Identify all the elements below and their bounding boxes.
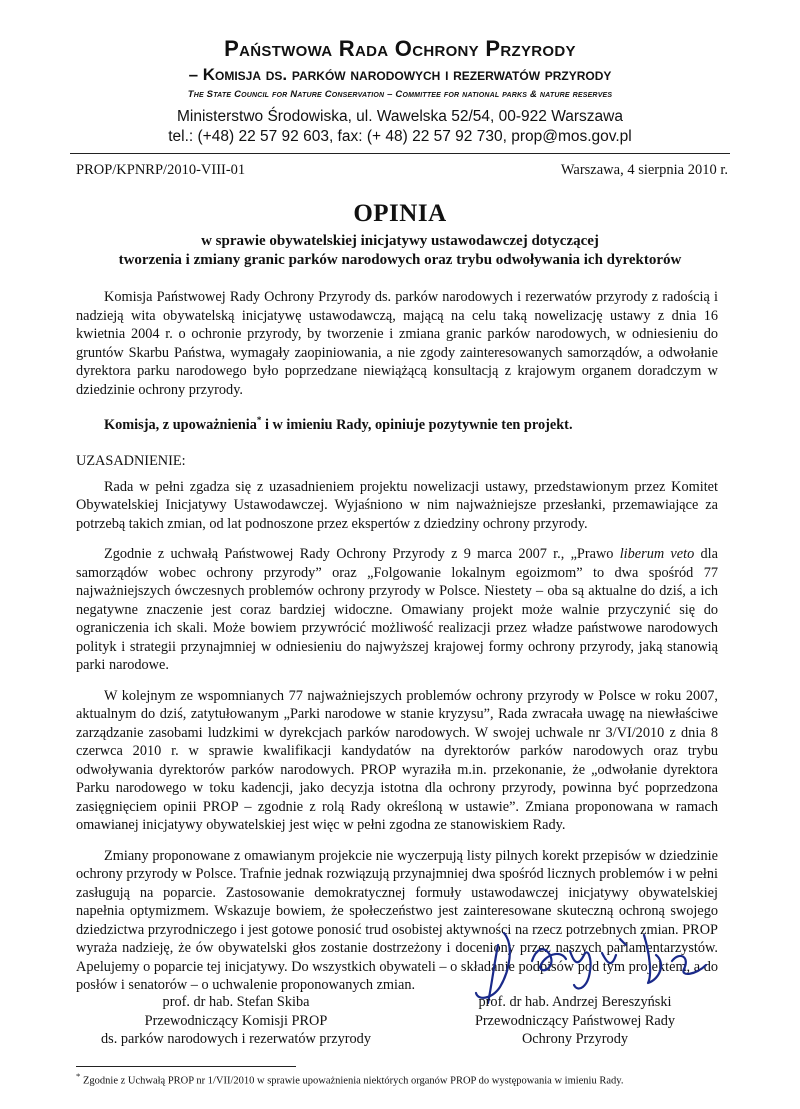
justification-paragraph-3: W kolejnym ze wspomnianych 77 najważniejszych problemów ochrony przyrody w Polsce w roku 2007, aktualnym do dziś, zatytułowanym „Parki narodowe w stanie kryzysu”, Rada zwracała uwagę na niewłaściwe zarządzanie zasobami ludzkimi w dyrekcjach parków narodowych. W swojej uchwale nr 3/VI/2010 z dnia 8 czerwca 2010 r. w sprawie kwalifikacji kandydatów na dyrektorów parków narodowych oraz trybu odwoływania dyrektorów parków narodowych. PROP wyraziła m.in. przekonanie, że „odwołanie dyrektora Parku narodowego w toku kadencji, jako decyzja istotna dla ochrony przyrody, powinna być poprzedzona zasięgnięciem opinii PROP – zgodnie z rolą Rady określoną w ustawie”. Zmiana proponowana w ramach omawianej inicjatywy obywatelskiej jest więc w pełni zgodna ze stanowiskiem Rady. <box>76 687 718 834</box>
paragraph-2-italic: liberum veto <box>619 546 695 563</box>
paragraph-2-text-after: dla samorządów wobec ochrony przyrody” oraz „Folgowanie lokalnym egoizmom” to dwa spośród 77 najważniejszych ówczesnych problemów ochrony przyrody w Polsce. Niestety – oba są aktualne do dziś, a ich negatywne znaczenie jest coraz bardziej widoczne. Omawiany projekt może walnie przyczynić się do ograniczenia ich skali. Może bowiem przywrócić możliwość realizacji przez władze państwowe narodowych polityk i strategii przynajmniej w odniesieniu do najwyższej krajowej formy ochrony przyrody, jaką stanowią parki narodowe. <box>76 546 718 674</box>
header-divider <box>70 153 730 154</box>
signatory-right-role-2: Ochrony Przyrody <box>521 1031 628 1047</box>
document-date: Warszawa, 4 sierpnia 2010 r. <box>560 162 728 178</box>
footnote-marker: * <box>256 415 262 425</box>
commission-name: – Komisja ds. parków narodowych i rezerwatów przyrody <box>188 65 612 84</box>
signatory-left-name: prof. dr hab. Stefan Skiba <box>162 994 310 1010</box>
footnote-marker: * <box>76 1071 81 1081</box>
subtitle-line-2: tworzenia i zmiany granic parków narodowych oraz trybu odwoływania ich dyrektorów <box>118 252 682 268</box>
footnote-divider <box>76 1066 296 1067</box>
english-name: The State Council for Nature Conservation – Committee for national parks & nature reserves <box>187 89 613 100</box>
reference-number: PROP/KPNRP/2010-VIII-01 <box>76 162 246 178</box>
signatory-left <box>76 993 396 1049</box>
justification-heading: UZASADNIENIE: <box>76 453 186 470</box>
footnote-text: Zgodnie z Uchwałą PROP nr 1/VII/2010 w sprawie upoważnienia niektórych organów PROP do występowania w imieniu Rady. <box>80 1075 624 1087</box>
signatory-right <box>430 993 720 1049</box>
paragraph-2-text-before: Zgodnie z uchwałą Państwowej Rady Ochrony Przyrody z 9 marca 2007 r., „Prawo <box>104 546 620 563</box>
justification-paragraph-2 <box>76 545 718 675</box>
org-name: Państwowa Rada Ochrony Przyrody <box>224 36 576 61</box>
contact-line: tel.: (+48) 22 57 92 603, fax: (+ 48) 22 57 92 730, prop@mos.gov.pl <box>168 128 632 145</box>
decision-statement <box>76 411 718 434</box>
decision-text-2: i w imieniu Rady, opiniuje pozytywnie ten projekt. <box>261 416 573 433</box>
signatory-right-role-1: Przewodniczący Państwowej Rady <box>474 1012 676 1029</box>
address-line: Ministerstwo Środowiska, ul. Wawelska 52/54, 00-922 Warszawa <box>177 108 623 125</box>
intro-paragraph: Komisja Państwowej Rady Ochrony Przyrody ds. parków narodowych i rezerwatów przyrody z radością i nadzieją wita obywatelską inicjatywę ustawodawczą, mającą na celu taką nowelizację ustawy z dnia 16 kwietnia 2004 r. o ochronie przyrody, by tworzenie i zmiana granic parków narodowych, w odniesieniu do gruntów Skarbu Państwa, wymagały zaopiniowania, a nie zgody zainteresowanych samorządów, a odwołanie dyrektora parku narodowego było poprzedzane niewiążącą konsultacją z krajowym organem doradczym w dziedzinie ochrony przyrody. <box>76 289 718 398</box>
justification-paragraph-1: Rada w pełni zgadza się z uzasadnieniem projektu nowelizacji ustawy, przedstawionym przez Komitet Obywatelskiej Inicjatywy Ustawodawczej. Wyjaśniono w nim najważniejsze przesłanki, przemawiające za potrzebą takich zmian, od lat podnoszone przez ekspertów z dziedziny ochrony przyrody. <box>76 478 718 532</box>
signatory-left-role-2: ds. parków narodowych i rezerwatów przyrody <box>101 1031 371 1047</box>
footnote <box>76 1071 726 1087</box>
signatory-left-role-1: Przewodniczący Komisji PROP <box>144 1012 328 1029</box>
justification-paragraph-4: Zmiany proponowane z omawianym projekcie nie wyczerpują listy pilnych korekt przepisów w dziedzinie ochrony przyrody w Polsce. Trafnie jednak rozwiązują przynajmniej dwa spośród licznych problemów i w pełni zasługują na poparcie. Zastosowanie demokratycznej formuły ustawodawczej inicjatywy obywatelskiej napełnia optymizmem. Wskazuje bowiem, że społeczeństwo jest zainteresowane skuteczną ochroną swojego dziedzictwa przyrodniczego i jest gotowe ponosić trud osobistej aktywności na rzecz potrzebnych zmian. PROP wyraża nadzieję, że ów obywatelski głos zostanie dostrzeżony i doceniony przez naszych parlamentarzystów. Apelujemy o poparcie tej inicjatywy. Do wszystkich obywateli – o składanie podpisów pod tym projektem, a do posłów i senatorów – o uchwalenie proponowanych zmian. <box>76 847 719 994</box>
signatory-right-name: prof. dr hab. Andrzej Bereszyński <box>478 994 672 1010</box>
document-body <box>76 288 718 995</box>
decision-text-1: Komisja, z upoważnienia <box>104 416 257 433</box>
document-title: OPINIA <box>353 200 447 227</box>
subtitle-line-1: w sprawie obywatelskiej inicjatywy ustawodawczej dotyczącej <box>201 233 599 249</box>
